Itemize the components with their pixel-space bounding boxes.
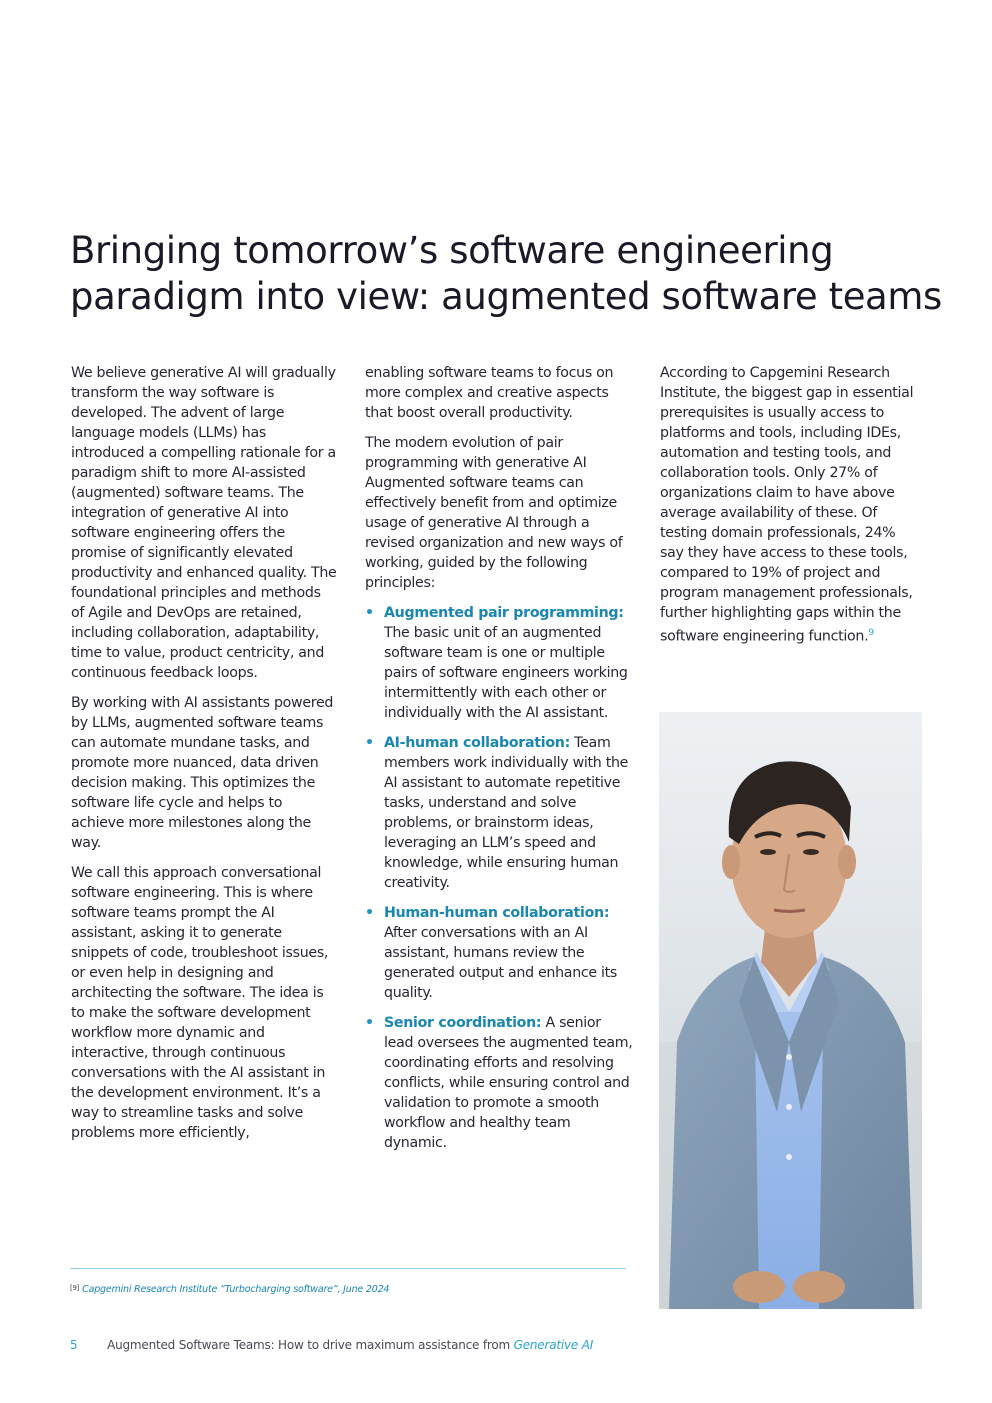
principles-list bbox=[365, 603, 633, 1153]
footnote-marker: [9] bbox=[70, 1284, 80, 1292]
page-title: Bringing tomorrow’s software engineering paradigm into view: augmented software teams bbox=[70, 229, 942, 318]
footnote-reference: 9 bbox=[868, 628, 874, 638]
principle-text: The basic unit of an augmented software team is one or multiple pairs of software engineers working intermittently with each other or individually with the AI assistant. bbox=[384, 625, 628, 721]
paragraph: We believe generative AI will gradually transform the way software is developed. The advent of large language models (LLMs) has introduced a compelling rationale for a paradigm shift to more AI-assisted (augmented) software teams. The integration of generative AI into software engineering offers the promise of significantly elevated productivity and enhanced quality. The foundational principles and methods of Agile and DevOps are retained, including collaboration, adaptability, time to value, product centricity, and continuous feedback loops. bbox=[71, 365, 337, 681]
page-number: 5 bbox=[70, 1338, 78, 1352]
principle-text: Team members work individually with the AI assistant to automate repetitive tasks, understand and solve problems, or brainstorm ideas, leveraging an LLM’s speed and knowledge, while ensuring human creativity. bbox=[384, 735, 629, 891]
principle-text: After conversations with an AI assistant, humans review the generated output and enhance its quality. bbox=[384, 925, 618, 1001]
principle-text: A senior lead oversees the augmented team, coordinating efforts and resolving conflicts, while ensuring control and validation to promote a smooth workflow and healthy team dynamic. bbox=[384, 1015, 633, 1151]
paragraph: We call this approach conversational software engineering. This is where software teams prompt the AI assistant, asking it to generate snippets of code, troubleshoot issues, or even help in designing and architecting the software. The idea is to make the software development workflow more dynamic and interactive, through continuous conversations with the AI assistant in the development environment. It’s a way to streamline tasks and solve problems more efficiently, bbox=[71, 865, 329, 1141]
principle-term: Augmented pair programming: bbox=[384, 605, 624, 621]
text-column-2 bbox=[365, 363, 633, 1163]
footer-title: Augmented Software Teams: How to drive maximum assistance from bbox=[107, 1338, 514, 1352]
bullet-icon: • bbox=[365, 1015, 374, 1031]
principle-term: AI-human collaboration: bbox=[384, 735, 570, 751]
principle-term: Human-human collaboration: bbox=[384, 905, 610, 921]
text-column-1 bbox=[71, 363, 337, 1153]
list-item bbox=[365, 1013, 633, 1153]
list-item bbox=[365, 733, 633, 893]
list-item bbox=[365, 903, 633, 1003]
footnote-divider bbox=[70, 1268, 626, 1269]
bullet-icon: • bbox=[365, 605, 374, 621]
footnote bbox=[70, 1284, 389, 1295]
paragraph bbox=[660, 363, 922, 647]
list-item bbox=[365, 603, 633, 723]
bullet-icon: • bbox=[365, 735, 374, 751]
principle-term: Senior coordination: bbox=[384, 1015, 542, 1031]
paragraph: The modern evolution of pair programming with generative AI Augmented software teams can effectively benefit from and optimize usage of generative AI through a revised organization and new ways of working, guided by the following principles: bbox=[365, 435, 623, 591]
paragraph-text: According to Capgemini Research Institute, the biggest gap in essential prerequisites is usually access to platforms and tools, including IDEs, automation and testing tools, and collaboration tools. Only 27% of organizations claim to have above average availability of these. Of testing domain professionals, 24% say they have access to these tools, compared to 19% of project and program management professionals, further highlighting gaps within the software engineering function. bbox=[660, 365, 914, 645]
portrait-photo bbox=[659, 712, 922, 1309]
page-footer bbox=[70, 1338, 593, 1352]
text-column-3 bbox=[660, 363, 922, 657]
footnote-text: Capgemini Research Institute “Turbocharging software”, June 2024 bbox=[82, 1284, 390, 1295]
bullet-icon: • bbox=[365, 905, 374, 921]
paragraph: enabling software teams to focus on more complex and creative aspects that boost overall productivity. bbox=[365, 365, 614, 421]
paragraph: By working with AI assistants powered by LLMs, augmented software teams can automate mundane tasks, and promote more nuanced, data driven decision making. This optimizes the software life cycle and helps to achieve more milestones along the way. bbox=[71, 695, 334, 851]
footer-highlight: Generative AI bbox=[513, 1338, 594, 1352]
